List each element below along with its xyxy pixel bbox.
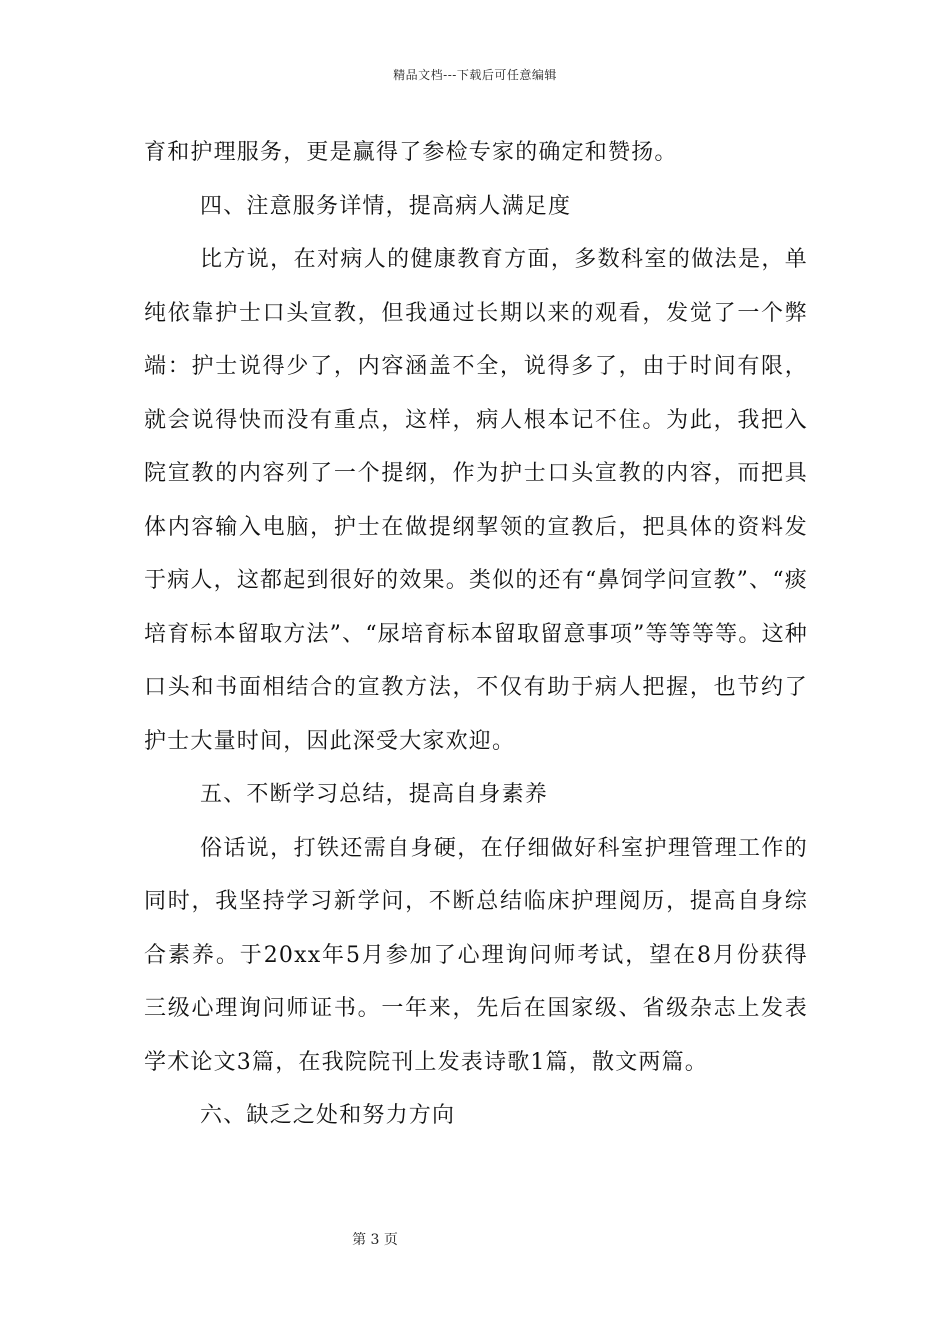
document-body [144, 126, 808, 1143]
paragraph-continuation: 育和护理服务，更是赢得了参检专家的确定和赞扬。 [144, 140, 678, 165]
section-heading-six: 六、缺乏之处和努力方向 [200, 1103, 456, 1128]
page-header: 精品文档---下载后可任意编辑 [393, 68, 557, 82]
page-number: 第 3 页 [352, 1232, 398, 1248]
section-heading-four: 四、注意服务详情，提高病人满足度 [200, 193, 572, 219]
section-heading-five: 五、不断学习总结，提高自身素养 [200, 782, 549, 807]
paragraph-health-education: 比方说，在对病人的健康教育方面，多数科室的做法是，单纯依靠护士口头宣教，但我通过长期以来的观看，发觉了一个弊端：护士说得少了，内容涵盖不全，说得多了，由于时间有限，就会说得快而没有重点，这样，病人根本记不住。为此，我把入院宣教的内容列了一个提纲，作为护士口头宣教的内容，而把具体内容输入电脑，护士在做提纲挈领的宣教后，把具体的资料发于病人，这都起到很好的效果。类似的还有“鼻饲学问宣教”、“痰培育标本留取方法”、“尿培育标本留取留意事项”等等等等。这种口头和书面相结合的宣教方法，不仅有助于病人把握，也节约了护士大量时间，因此深受大家欢迎。 [144, 247, 808, 754]
paragraph-self-study: 俗话说，打铁还需自身硬，在仔细做好科室护理管理工作的同时，我坚持学习新学问，不断总结临床护理阅历，提高自身综合素养。于20xx年5月参加了心理询问师考试，望在8月份获得三级心理询问师证书。一年来，先后在国家级、省级杂志上发表学术论文3篇，在我院院刊上发表诗歌1篇，散文两篇。 [144, 835, 808, 1075]
